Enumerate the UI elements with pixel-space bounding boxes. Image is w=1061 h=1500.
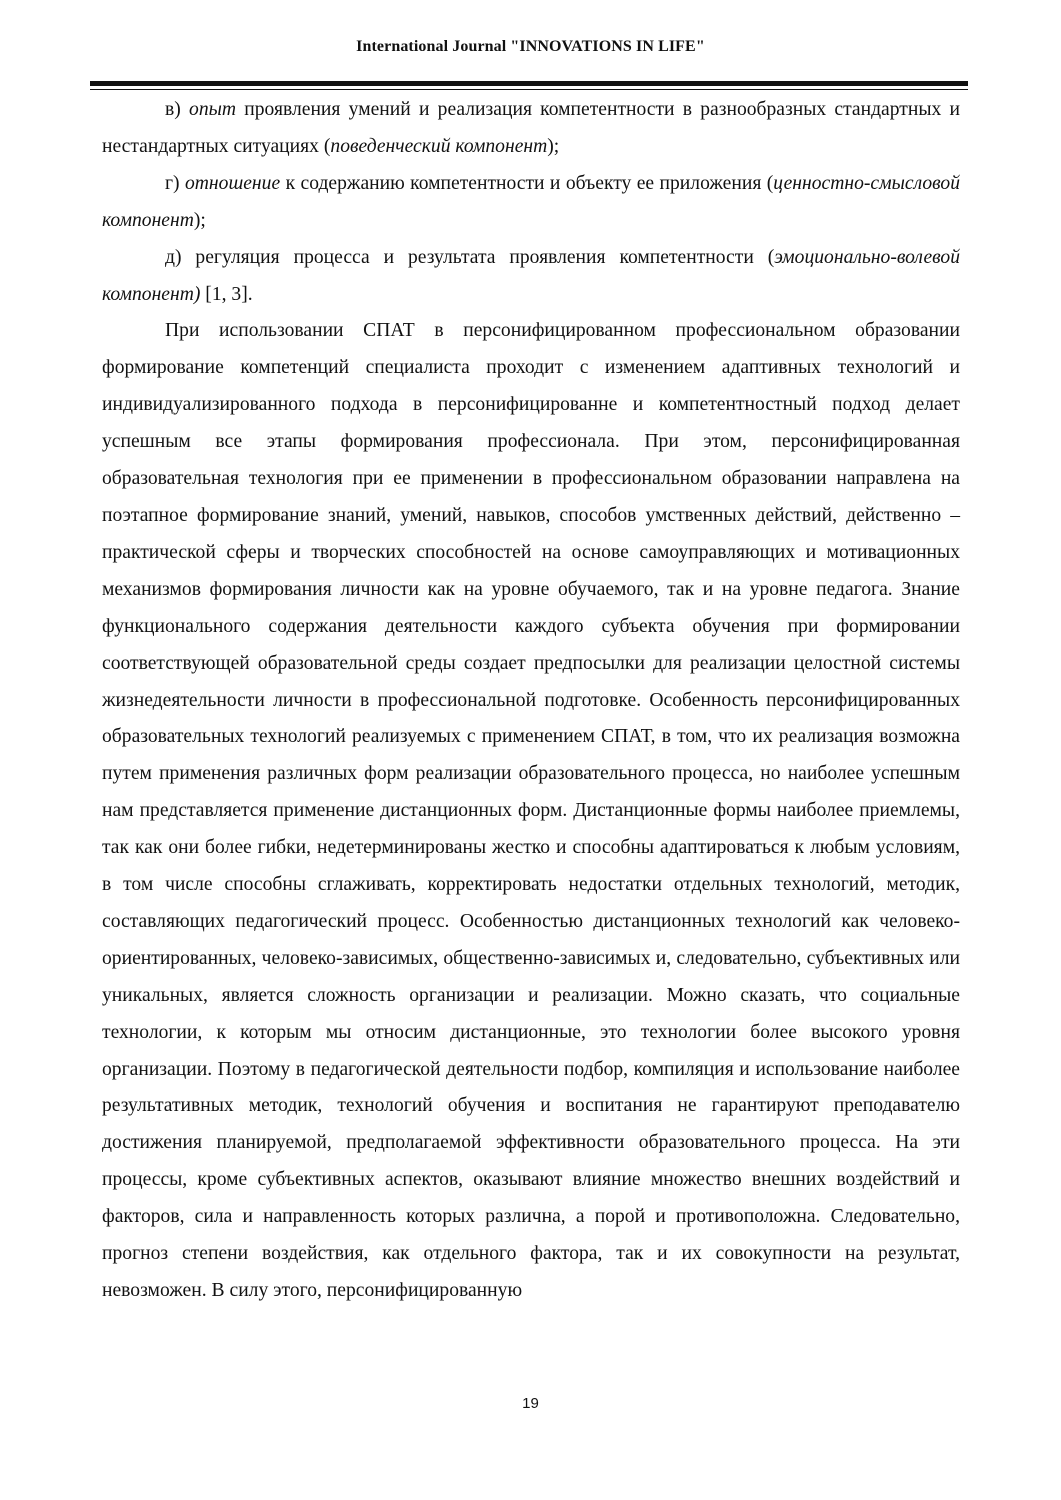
list-text: к содержанию компетентности и объекту ее приложения ( — [285, 172, 774, 194]
list-item-v — [102, 92, 960, 166]
list-tail: [1, 3]. — [200, 283, 253, 305]
list-marker: г) — [165, 172, 180, 194]
list-tail: ); — [547, 135, 560, 157]
list-tail: ); — [193, 209, 206, 231]
list-component: поведенческий компонент — [330, 135, 548, 157]
list-text: проявления умений и реализация компетентности в разнообразных стандартных и нестандартных ситуациях ( — [102, 99, 961, 157]
header-rule-thin — [90, 89, 968, 90]
list-term: опыт — [189, 99, 237, 120]
page-number: 19 — [522, 1395, 539, 1412]
list-marker: в) — [165, 99, 181, 120]
list-text: регуляция процесса и результата проявления компетентности ( — [195, 246, 775, 268]
main-paragraph: При использовании СПАТ в персонифицированном профессиональном образовании формирование компетенций специалиста проходит с изменением адаптивных технологий и индивидуализированного подхода в персонифицированне и компетентностный подход делает успешным все этапы формирования профессионала. При этом, персонифицированная образовательная технология при ее применении в профессиональном образовании направлена на поэтапное формирование знаний, умений, навыков, способов умственных действий, действенно – практической сферы и творческих способностей на основе самоуправляющих и мотивационных механизмов формирования личности как на уровне обучаемого, так и на уровне педагога. Знание функционального содержания деятельности каждого субъекта обучения при формировании соответствующей образовательной среды создает предпосылки для реализации целостной системы жизнедеятельности личности в профессиональной подготовке. Особенность персонифицированных образовательных технологий реализуемых с применением СПАТ, в том, что их реализация возможна путем применения различных форм реализации образовательного процесса, но наиболее успешным нам представляется применение дистанционных форм. Дистанционные формы наиболее приемлемы, так как они более гибки, недетерминированы жестко и способны адаптироваться к любым условиям, в том числе способны сглаживать, корректировать недостатки отдельных технологий, методик, составляющих педагогический процесс. Особенностью дистанционных технологий как человеко-ориентированных, человеко-зависимых, общественно-зависимых и, следовательно, субъективных или уникальных, является сложность организации и реализации. Можно сказать, что социальные технологии, к которым мы относим дистанционные, это технологии более высокого уровня организации. Поэтому в педагогической деятельности подбор, компиляция и использование наиболее результативных методик, технологий обучения и воспитания не гарантируют преподавателю достижения планируемой, предполагаемой эффективности образовательного процесса. На эти процессы, кроме субъективных аспектов, оказывают влияние множество внешних воздействий и факторов, сила и направленность которых различна, а порой и противоположна. Следовательно, прогноз степени воздействия, как отдельного фактора, так и их совокупности на результат, невозможен. В силу этого, персонифицированную — [102, 320, 960, 1301]
running-header: International Journal "INNOVATIONS IN LIFE" — [356, 38, 705, 55]
list-term: отношение — [184, 172, 281, 194]
list-component: ценностно-смысловой компонент — [102, 172, 960, 231]
body-text — [102, 92, 960, 1310]
list-item-d — [102, 240, 960, 314]
list-marker: д) — [165, 246, 182, 268]
list-item-g — [102, 166, 960, 240]
list-component: эмоционально-волевой компонент) — [102, 246, 960, 305]
header-rule-thick — [90, 81, 968, 86]
